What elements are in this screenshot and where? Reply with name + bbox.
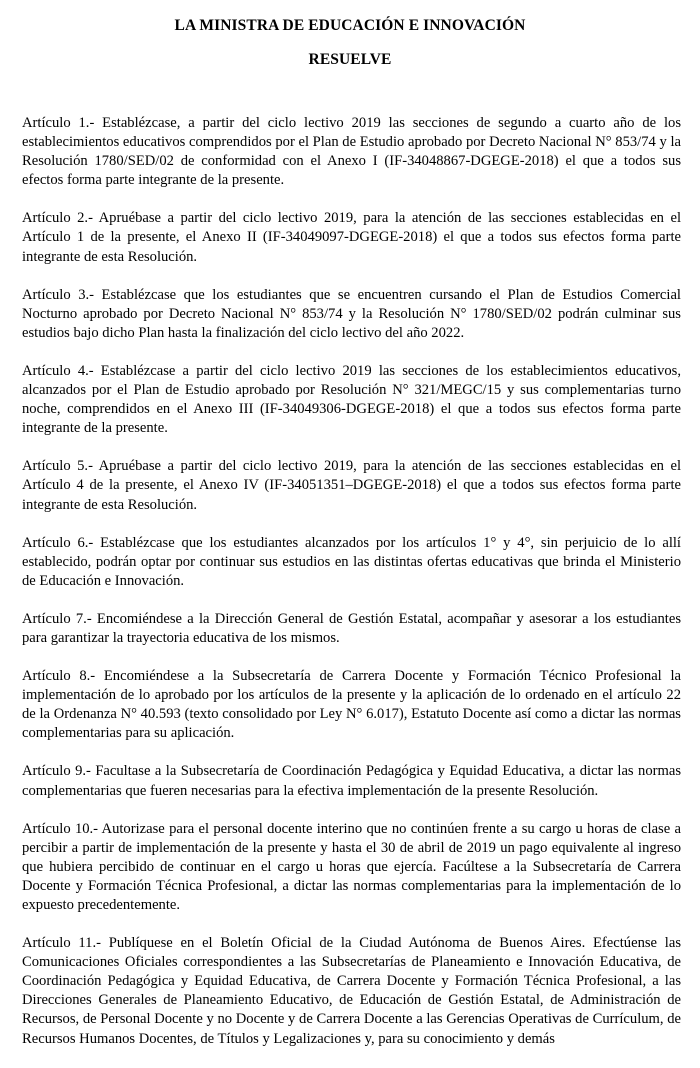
article-2: Artículo 2.- Apruébase a partir del ciclo lectivo 2019, para la atención de las secciones establecidas en el Artículo 1 de la presente, el Anexo II (IF-34049097-DGEGE-2018) el que a todos sus efectos forma parte integrante de esta Resolución. — [22, 210, 681, 265]
article-8: Artículo 8.- Encomiéndese a la Subsecretaría de Carrera Docente y Formación Técnico Profesional la implementación de lo aprobado por los artículos de la presente y la aplicación de lo ordenado en el artículo 22 de la Ordenanza N° 40.593 (texto consolidado por Ley N° 6.017), Estatuto Docente así como a dictar las normas complementarias para su aplicación. — [22, 668, 681, 742]
article-4: Artículo 4.- Establézcase a partir del ciclo lectivo 2019 las secciones de los establecimientos educativos, alcanzados por el Plan de Estudio aprobado por Resolución N° 321/MEGC/15 y sus complementarias turno noche, comprendidos en el Anexo III (IF-34049306-DGEGE-2018) el que a todos sus efectos forma parte integrante de la presente. — [22, 362, 681, 437]
article-11: Artículo 11.- Publíquese en el Boletín Oficial de la Ciudad Autónoma de Buenos Aires. Efectúense las Comunicaciones Oficiales correspondientes a las Subsecretarías de Planeamiento e Innovación Educativa, de Coordinación Pedagógica y Equidad Educativa, de Carrera Docente y Formación Técnica Profesional, a las Direcciones Generales de Planeamiento Educativo, de Educación de Gestión Estatal, de Administración de Recursos, de Personal Docente y no Docente y de Carrera Docente a las Gerencias Operativas de Currículum, de Recursos Humanos Docentes, de Títulos y Legalizaciones y, para su conocimiento y demás — [22, 935, 681, 1047]
article-9: Artículo 9.- Facultase a la Subsecretaría de Coordinación Pedagógica y Equidad Educativa, a dictar las normas complementarias que fueren necesarias para la efectiva implementación de la presente Resolución. — [22, 763, 681, 799]
article-1: Artículo 1.- Establézcase, a partir del ciclo lectivo 2019 las secciones de segundo a cuarto año de los establecimientos educativos comprendidos por el Plan de Estudio aprobado por Decreto Nacional N° 853/74 y la Resolución 1780/SED/02 de conformidad con el Anexo I (IF-34048867-DGEGE-2018) el que a todos sus efectos forma parte integrante de la presente. — [22, 115, 681, 189]
article-3: Artículo 3.- Establézcase que los estudiantes que se encuentren cursando el Plan de Estudios Comercial Nocturno aprobado por Decreto Nacional N° 853/74 y la Resolución N° 1780/SED/02 podrán culminar sus estudios bajo dicho Plan hasta la finalización del ciclo lectivo del año 2022. — [22, 286, 681, 341]
article-5: Artículo 5.- Apruébase a partir del ciclo lectivo 2019, para la atención de las secciones establecidas en el Artículo 4 de la presente, el Anexo IV (IF-34051351–DGEGE-2018) el que a todos sus efectos forma parte integrante de esta Resolución. — [22, 458, 681, 513]
articles-body — [22, 114, 681, 1068]
article-10: Artículo 10.- Autorizase para el personal docente interino que no continúen frente a su cargo u horas de clase a percibir a partir de implementación de la presente y hasta el 30 de abril de 2019 un pago equivalente al ingreso que hubiera percibido de continuar en el cargo u horas que ejercía. Facúltese a la Subsecretaría de Carrera Docente y Formación Técnica Profesional, a dictar las normas complementarias para la implementación de lo expuesto precedentemente. — [22, 820, 681, 913]
article-6: Artículo 6.- Establézcase que los estudiantes alcanzados por los artículos 1° y 4°, sin perjuicio de lo allí establecido, podrán optar por continuar sus estudios en las distintas ofertas educativas que brinda el Ministerio de Educación e Innovación. — [22, 534, 681, 589]
article-7: Artículo 7.- Encomiéndese a la Dirección General de Gestión Estatal, acompañar y asesorar a los estudiantes para garantizar la trayectoria educativa de los mismos. — [22, 610, 681, 646]
document-subtitle: RESUELVE — [308, 51, 392, 68]
document-title: LA MINISTRA DE EDUCACIÓN E INNOVACIÓN — [174, 17, 526, 34]
